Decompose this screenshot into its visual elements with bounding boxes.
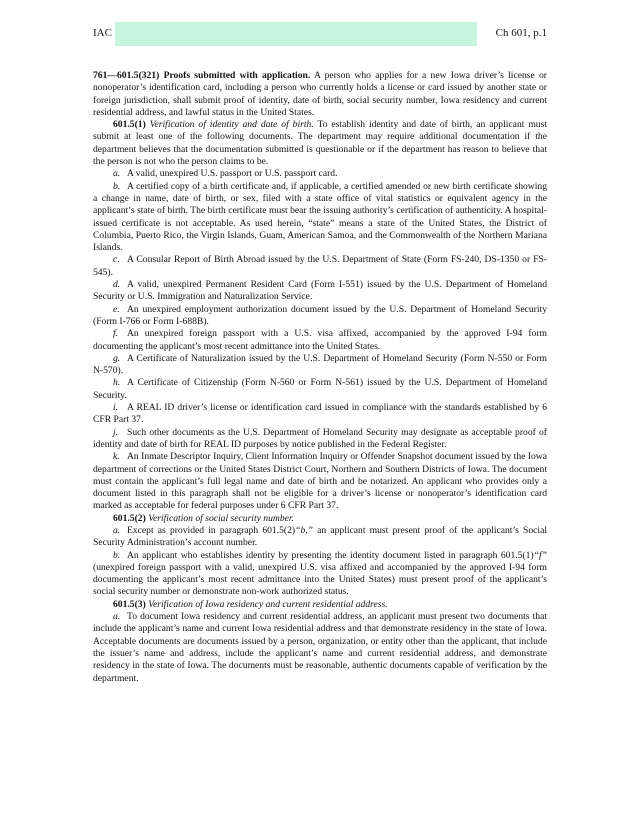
item-letter: e. [113,303,120,315]
paragraph-reference: “b,” [295,524,313,536]
item-letter: d. [113,279,121,291]
item-letter: k. [113,451,120,463]
list-item [93,279,547,304]
subrule-1-text: To establish identity and date of birth, an applicant must submit at least one of the following documents. The department may require additional documentation if the department believes that the documentation submitted is questionable or if the department has reason to believe that the person is not who the person claims to be. [93,119,547,168]
list-item [93,451,547,512]
subrule-3-item-a [93,611,547,685]
item-text: To document Iowa residency and current residential address, an applicant must present two documents that include the applicant’s name and current Iowa residential address and that demonstrate residency in the state of Iowa. Acceptable documents are documents issued by a person, organization, or entity other than the applicant, that include the issuer’s name and address, include the applicant’s name and current residential address, and demonstrate residency in the state of Iowa. The documents must be reasonable, authentic documents capable of verification by the department. [93,611,547,684]
item-text: An unexpired employment authorization document issued by the U.S. Department of Homeland Security (Form I-766 or Form I-688B). [93,303,547,327]
list-item [93,304,547,329]
item-text: A Certificate of Naturalization issued by the U.S. Department of Homeland Security (Form N-550 or Form N-570). [93,352,547,377]
item-text: An Inmate Descriptor Inquiry, Client Information Inquiry or Offender Snapshot document issued by the Iowa department of corrections or the United States District Court, Northern and Southern Districts of Iowa. The document must contain the applicant’s full legal name and date of birth and be notarized. An applicant who provides only a document listed in this paragraph shall not be eligible for a driver’s license or nonoperator’s identification card marked as acceptable for federal purposes under 6 CFR Part 37. [93,451,547,512]
item-letter: h. [113,377,121,389]
list-item [93,377,547,402]
list-item [93,427,547,452]
item-letter: b. [113,180,121,192]
item-letter: a. [113,168,121,180]
item-text: An unexpired foreign passport with a U.S. visa affixed, accompanied by the approved I-94 form documenting the applicant’s most recent admittance into the United States. [93,328,547,352]
list-item [93,181,547,255]
subrule-2-item-b [93,550,547,599]
item-text: A certified copy of a birth certificate and, if applicable, a certified amended or new birth certificate showing a change in name, date of birth, or sex, filed with a state office of vital statistics or equivalent agency in the applicant’s state of birth. The birth certificate must bear the issuing authority’s certification of authenticity. A hospital-issued certificate is not acceptable. As used herein, “state” means a state of the United States, the District of Columbia, Puerto Rico, the Virgin Islands, Guam, American Samoa, and the Commonwealth of the Northern Mariana Islands. [93,180,547,254]
subrule-2-number: 601.5(2) [113,512,146,524]
item-letter: a. [113,524,121,536]
item-text: A Consular Report of Birth Abroad issued by the U.S. Department of State (Form FS-240, DS-1350 or FS-545). [93,254,547,278]
item-text: A valid, unexpired Permanent Resident Card (Form I-551) issued by the U.S. Department of Homeland Security or U.S. Immigration and Naturalization Service. [93,279,547,303]
document-body [93,70,547,685]
subrule-1-title: Verification of identity and date of birth. [149,119,314,131]
intro-text: A person who applies for a new Iowa driver’s license or nonoperator’s identification card, including a person who currently holds a license or card issued by another state or foreign jurisdiction, shall submit proof of identity, date of birth, social security number, Iowa residency and current residential address, and lawful status in the United States. [93,70,547,118]
subrule-2 [93,513,547,525]
item-letter: i. [113,402,119,414]
item-letter: j. [113,426,119,438]
list-item [93,328,547,353]
item-text: an applicant must present proof of the applicant’s Social Security Administration’s account number. [93,524,548,549]
item-text: A Certificate of Citizenship (Form N-560 or Form N-561) issued by the U.S. Department of Homeland Security. [93,377,547,401]
subrule-2-item-a [93,525,547,550]
item-letter: g. [113,352,121,364]
header-left: IAC [93,27,112,39]
subrule-2-title: Verification of social security number. [148,512,294,524]
item-text: An applicant who establishes identity by presenting the identity document listed in paragraph 601.5(1) [127,549,534,561]
subrule-3-number: 601.5(3) [113,598,146,610]
item-letter: b. [113,549,121,561]
item-text: Such other documents as the U.S. Department of Homeland Security may designate as acceptable proof of identity and date of birth for REAL ID purposes by notice published in the Federal Register. [93,426,547,450]
item-letter: c. [113,254,120,266]
list-item [93,353,547,378]
item-text: (unexpired foreign passport with a valid, unexpired U.S. visa affixed and accompanied by the approved I-94 form documenting the applicant’s most recent admittance into the United States) must present proof of the applicant’s social security number or demonstrate non-work authorized status. [93,561,547,598]
intro-paragraph [93,70,547,119]
item-text: A REAL ID driver’s license or identification card issued in compliance with the standards established by 6 CFR Part 37. [93,402,547,426]
list-item [93,168,547,180]
subrule-1-number: 601.5(1) [113,119,146,131]
header-highlight-bar [115,22,477,46]
item-text: Except as provided in paragraph 601.5(2) [127,524,296,536]
list-item [93,254,547,279]
list-item [93,402,547,427]
subrule-3 [93,599,547,611]
item-letter: f. [113,328,119,340]
subrule-1 [93,119,547,168]
subrule-1-items [93,168,547,512]
page-header [93,22,547,46]
item-text: A valid, unexpired U.S. passport or U.S. passport card. [127,168,338,180]
item-letter: a. [113,611,121,623]
header-right: Ch 601, p.1 [495,27,547,39]
subrule-3-title: Verification of Iowa residency and current residential address. [148,598,388,610]
rule-heading: 761—601.5(321) Proofs submitted with application. [93,70,311,81]
paragraph-reference: “f” [533,549,547,561]
